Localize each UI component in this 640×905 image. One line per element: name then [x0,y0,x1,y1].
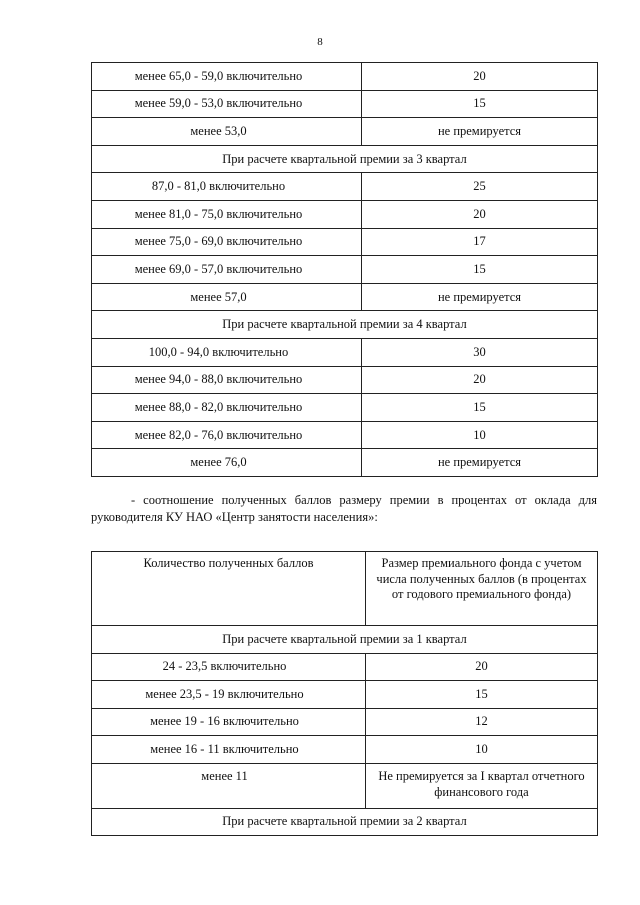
section-row [92,808,598,836]
table-row [92,449,598,477]
score-cell: менее 94,0 - 88,0 включительно [92,366,362,394]
value-cell: 10 [366,736,598,764]
header-score-cell: Количество полученных баллов [92,552,366,626]
score-cell: менее 53,0 [92,118,362,146]
table-row [92,708,598,736]
table-row [92,200,598,228]
section-title: При расчете квартальной премии за 2 квартал [92,808,598,836]
section-row [92,626,598,654]
section-row [92,145,598,173]
value-cell: не премируется [362,449,598,477]
value-cell: не премируется [362,118,598,146]
value-cell: 30 [362,338,598,366]
value-cell: Не премируется за I квартал отчетного финансового года [366,763,598,808]
premium-table-director-body [92,626,598,836]
premium-table-top-body [92,63,598,477]
table-row [92,681,598,709]
value-cell: 12 [366,708,598,736]
value-cell: 20 [366,653,598,681]
score-cell: менее 11 [92,763,366,808]
section-title: При расчете квартальной премии за 4 квартал [92,311,598,339]
table-row [92,421,598,449]
value-cell: 15 [362,90,598,118]
value-cell: 20 [362,366,598,394]
table-row [92,736,598,764]
value-cell: 17 [362,228,598,256]
score-cell: 87,0 - 81,0 включительно [92,173,362,201]
score-cell: менее 65,0 - 59,0 включительно [92,63,362,91]
table-header-row [92,552,598,626]
value-cell: 20 [362,200,598,228]
score-cell: 100,0 - 94,0 включительно [92,338,362,366]
table-row [92,394,598,422]
score-cell: менее 19 - 16 включительно [92,708,366,736]
value-cell: не премируется [362,283,598,311]
value-cell: 15 [366,681,598,709]
score-cell: менее 57,0 [92,283,362,311]
score-cell: менее 69,0 - 57,0 включительно [92,256,362,284]
intro-paragraph: - соотношение полученных баллов размеру премии в процентах от оклада для руководителя КУ НАО «Центр занятости населения»: [91,493,597,524]
table-row [92,228,598,256]
score-cell: менее 16 - 11 включительно [92,736,366,764]
page-number: 8 [317,36,323,48]
table-row [92,90,598,118]
value-cell: 15 [362,394,598,422]
table-row [92,256,598,284]
score-cell: менее 76,0 [92,449,362,477]
section-title: При расчете квартальной премии за 3 квартал [92,145,598,173]
table-row [92,763,598,808]
premium-table-top [91,62,598,477]
score-cell: менее 81,0 - 75,0 включительно [92,200,362,228]
table-row [92,173,598,201]
score-cell: менее 23,5 - 19 включительно [92,681,366,709]
value-cell: 20 [362,63,598,91]
value-cell: 10 [362,421,598,449]
table-row [92,653,598,681]
section-title: При расчете квартальной премии за 1 квартал [92,626,598,654]
table-row [92,118,598,146]
score-cell: менее 75,0 - 69,0 включительно [92,228,362,256]
table-row [92,366,598,394]
score-cell: менее 88,0 - 82,0 включительно [92,394,362,422]
header-size-cell: Размер премиального фонда с учетом числа полученных баллов (в процентах от годового премиального фонда) [366,552,598,626]
value-cell: 25 [362,173,598,201]
score-cell: 24 - 23,5 включительно [92,653,366,681]
premium-table-director [91,551,598,836]
value-cell: 15 [362,256,598,284]
section-row [92,311,598,339]
table-row [92,63,598,91]
table-row [92,283,598,311]
table-row [92,338,598,366]
score-cell: менее 59,0 - 53,0 включительно [92,90,362,118]
score-cell: менее 82,0 - 76,0 включительно [92,421,362,449]
